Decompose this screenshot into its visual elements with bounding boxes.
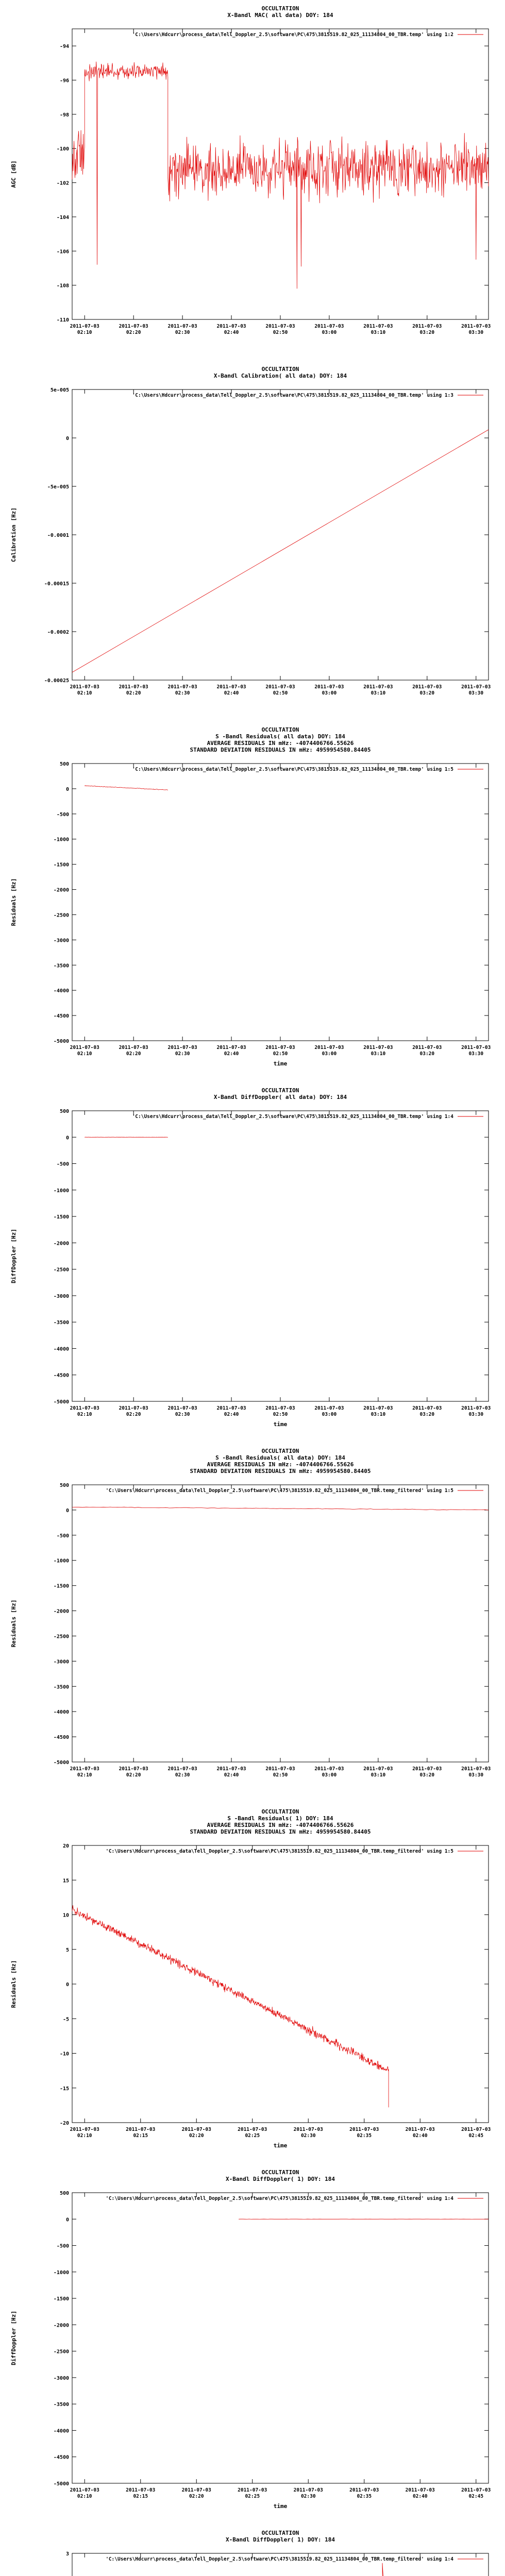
y-tick-label: -104 xyxy=(56,214,69,221)
chart-title-line: X-Bandl DiffDoppler( all data) DOY: 184 xyxy=(213,1094,347,1100)
x-tick-label: 2011-07-03 xyxy=(119,1405,148,1411)
chart-title-line: STANDARD DEVIATION RESIDUALS IN mHz: 4959954580.84405 xyxy=(190,1828,371,1835)
y-tick-label: 0 xyxy=(65,1982,69,1988)
x-tick-label: 2011-07-03 xyxy=(461,324,491,329)
y-tick-label: -500 xyxy=(56,1533,69,1539)
x-tick-label: 03:30 xyxy=(468,330,484,335)
x-tick-label: 02:40 xyxy=(224,1412,239,1417)
x-tick-label: 2011-07-03 xyxy=(216,1405,246,1411)
series-line xyxy=(72,430,489,672)
chart-title-line: OCCULTATION xyxy=(261,5,299,12)
x-tick-label: 03:20 xyxy=(419,330,435,335)
x-tick-label: 2011-07-03 xyxy=(461,1405,491,1411)
chart-title-line: AVERAGE RESIDUALS IN mHz: -4074406766.55626 xyxy=(207,740,354,747)
x-tick-label: 2011-07-03 xyxy=(70,2127,99,2132)
x-tick-label: 2011-07-03 xyxy=(265,1045,295,1050)
plot-frame xyxy=(72,1111,489,1401)
x-tick-label: 02:25 xyxy=(245,2133,260,2139)
x-tick-label: 02:20 xyxy=(126,1412,141,1417)
x-tick-label: 2011-07-03 xyxy=(461,1045,491,1050)
x-tick-label: 2011-07-03 xyxy=(265,1405,295,1411)
y-tick-label: 0 xyxy=(65,436,69,442)
x-tick-label: 2011-07-03 xyxy=(126,2127,156,2132)
x-tick-label: 02:50 xyxy=(273,330,288,335)
chart-panel-2 xyxy=(0,361,505,721)
y-tick-label: -5000 xyxy=(53,1760,69,1766)
y-tick-label: -102 xyxy=(56,180,69,187)
y-tick-label: -0.0002 xyxy=(47,630,69,635)
y-tick-label: -4500 xyxy=(53,1372,69,1379)
y-tick-label: -4500 xyxy=(53,1013,69,1020)
x-tick-label: 2011-07-03 xyxy=(349,2487,379,2493)
plot-frame xyxy=(72,2193,489,2483)
y-tick-label: -4000 xyxy=(53,1709,69,1716)
x-tick-label: 2011-07-03 xyxy=(119,1045,148,1050)
y-tick-label: 500 xyxy=(59,2191,69,2196)
y-tick-label: 0 xyxy=(65,2217,69,2223)
x-tick-label: 2011-07-03 xyxy=(238,2487,267,2493)
chart-title-line: X-Bandl DiffDoppler( 1) DOY: 184 xyxy=(226,2536,335,2543)
x-tick-label: 2011-07-03 xyxy=(293,2487,323,2493)
x-tick-label: 2011-07-03 xyxy=(181,2487,211,2493)
x-tick-label: 02:35 xyxy=(357,2494,372,2499)
x-tick-label: 2011-07-03 xyxy=(293,2127,323,2132)
x-tick-label: 03:10 xyxy=(371,690,386,696)
y-tick-label: -3500 xyxy=(53,1320,69,1326)
x-axis-label: time xyxy=(273,1421,288,1428)
y-tick-label: -2000 xyxy=(53,887,69,893)
series-line xyxy=(72,62,489,289)
y-tick-label: -0.00025 xyxy=(44,678,69,684)
y-tick-label: -0.0001 xyxy=(47,533,69,538)
x-tick-label: 2011-07-03 xyxy=(70,324,99,329)
chart-title-line: X-Bandl Calibration( all data) DOY: 184 xyxy=(213,372,347,379)
y-tick-label: -20 xyxy=(59,2121,69,2126)
chart-title-line: S -Bandl Residuals( all data) DOY: 184 xyxy=(215,733,345,740)
x-tick-label: 2011-07-03 xyxy=(167,684,197,690)
x-tick-label: 02:10 xyxy=(77,2133,92,2139)
chart-title-line: AVERAGE RESIDUALS IN mHz: -4074406766.55626 xyxy=(207,1461,354,1468)
x-tick-label: 2011-07-03 xyxy=(265,1766,295,1772)
y-tick-label: -2500 xyxy=(53,912,69,919)
y-tick-label: -3000 xyxy=(53,938,69,944)
x-tick-label: 03:00 xyxy=(322,690,337,696)
x-tick-label: 2011-07-03 xyxy=(216,684,246,690)
x-tick-label: 02:10 xyxy=(77,330,92,335)
x-tick-label: 02:15 xyxy=(133,2133,148,2139)
series-line xyxy=(72,1905,389,2107)
y-tick-label: -3000 xyxy=(53,1293,69,1299)
x-tick-label: 2011-07-03 xyxy=(412,1405,442,1411)
x-tick-label: 03:10 xyxy=(371,1772,386,1778)
chart-panel-6 xyxy=(0,1803,505,2164)
x-tick-label: 02:40 xyxy=(224,1772,239,1778)
x-tick-label: 2011-07-03 xyxy=(70,684,99,690)
x-tick-label: 02:30 xyxy=(175,1772,190,1778)
chart-title-line: OCCULTATION xyxy=(261,1087,299,1094)
x-tick-label: 2011-07-03 xyxy=(70,1405,99,1411)
x-tick-label: 2011-07-03 xyxy=(126,2487,156,2493)
x-tick-label: 02:20 xyxy=(189,2494,204,2499)
y-tick-label: 0 xyxy=(65,1135,69,1141)
x-tick-label: 2011-07-03 xyxy=(412,1045,442,1050)
chart-title-line: OCCULTATION xyxy=(261,2530,299,2536)
legend-entry: 'C:\Users\Hdcurr\process_data\Tell_Doppler_2.5\software\PC\475\3815519.82_025_11134804_00_TBR.temp_filtered' using 1:5 xyxy=(106,1849,453,1854)
x-tick-label: 02:40 xyxy=(224,1051,239,1057)
legend-entry: 'C:\Users\Hdcurr\process_data\Tell_Doppler_2.5\software\PC\475\3815519.82_025_11134804_00_TBR.temp_filtered' using 1:5 xyxy=(106,1488,453,1494)
legend-entry: 'C:\Users\Hdcurr\process_data\Tell_Doppler_2.5\software\PC\475\3815519.82_025_11134804_00_TBR.temp' using 1:5 xyxy=(132,767,453,772)
y-tick-label: -2000 xyxy=(53,2323,69,2329)
x-tick-label: 03:00 xyxy=(322,330,337,335)
plot-frame xyxy=(72,389,489,680)
y-tick-label: -1000 xyxy=(53,1558,69,1564)
x-tick-label: 2011-07-03 xyxy=(314,1405,344,1411)
x-tick-label: 03:30 xyxy=(468,690,484,696)
y-tick-label: 5e-005 xyxy=(50,387,69,393)
y-tick-label: -15 xyxy=(59,2086,69,2092)
plot-frame xyxy=(72,764,489,1041)
y-tick-label: -1000 xyxy=(53,1188,69,1194)
x-tick-label: 03:20 xyxy=(419,1412,435,1417)
y-tick-label: -106 xyxy=(56,249,69,255)
x-tick-label: 03:30 xyxy=(468,1772,484,1778)
y-tick-label: -5 xyxy=(62,2016,69,2023)
y-tick-label: -108 xyxy=(56,283,69,289)
y-tick-label: -1500 xyxy=(53,1583,69,1589)
x-tick-label: 03:30 xyxy=(468,1051,484,1057)
x-tick-label: 2011-07-03 xyxy=(461,2127,491,2132)
x-tick-label: 02:10 xyxy=(77,690,92,696)
x-axis-label: time xyxy=(273,1060,288,1067)
x-tick-label: 2011-07-03 xyxy=(363,1045,393,1050)
x-tick-label: 2011-07-03 xyxy=(70,1045,99,1050)
chart-panel-8 xyxy=(0,2524,505,2576)
y-axis-label: Residuals [Hz] xyxy=(10,878,17,926)
x-tick-label: 02:50 xyxy=(273,1412,288,1417)
chart-panel-7 xyxy=(0,2164,505,2524)
y-tick-label: -2500 xyxy=(53,2349,69,2355)
x-tick-label: 03:20 xyxy=(419,690,435,696)
y-tick-label: -1500 xyxy=(53,862,69,868)
x-tick-label: 03:10 xyxy=(371,1051,386,1057)
y-tick-label: -3500 xyxy=(53,963,69,969)
x-tick-label: 02:30 xyxy=(175,1051,190,1057)
y-axis-label: Residuals [Hz] xyxy=(10,1960,17,2008)
x-tick-label: 02:20 xyxy=(189,2133,204,2139)
chart-panel-1 xyxy=(0,0,505,361)
x-tick-label: 02:40 xyxy=(412,2133,428,2139)
y-tick-label: 500 xyxy=(59,1109,69,1114)
x-tick-label: 03:10 xyxy=(371,1412,386,1417)
x-tick-label: 2011-07-03 xyxy=(461,2487,491,2493)
y-tick-label: -500 xyxy=(56,1161,69,1167)
legend-entry: 'C:\Users\Hdcurr\process_data\Tell_Doppler_2.5\software\PC\475\3815519.82_025_11134804_00_TBR.temp' using 1:2 xyxy=(132,32,453,38)
x-tick-label: 2011-07-03 xyxy=(363,1766,393,1772)
x-tick-label: 2011-07-03 xyxy=(314,684,344,690)
x-tick-label: 2011-07-03 xyxy=(216,1766,246,1772)
chart-title-line: X-Bandl DiffDoppler( 1) DOY: 184 xyxy=(226,2176,335,2182)
x-tick-label: 02:40 xyxy=(412,2494,428,2499)
x-tick-label: 2011-07-03 xyxy=(119,1766,148,1772)
y-tick-label: -4500 xyxy=(53,2454,69,2461)
x-tick-label: 2011-07-03 xyxy=(265,684,295,690)
y-tick-label: -1500 xyxy=(53,2296,69,2302)
y-tick-label: -1000 xyxy=(53,2269,69,2276)
y-tick-label: -500 xyxy=(56,811,69,818)
x-tick-label: 2011-07-03 xyxy=(265,324,295,329)
chart-panel-3 xyxy=(0,721,505,1082)
y-tick-label: -4500 xyxy=(53,1735,69,1741)
y-tick-label: -94 xyxy=(59,44,69,50)
x-tick-label: 02:10 xyxy=(77,2494,92,2499)
y-tick-label: -3500 xyxy=(53,2402,69,2408)
x-tick-label: 02:20 xyxy=(126,330,141,335)
x-tick-label: 2011-07-03 xyxy=(70,2487,99,2493)
x-axis-label: time xyxy=(273,2142,288,2149)
chart-title-line: X-Bandl MAC( all data) DOY: 184 xyxy=(227,12,333,19)
x-tick-label: 2011-07-03 xyxy=(314,1045,344,1050)
legend-entry: 'C:\Users\Hdcurr\process_data\Tell_Doppler_2.5\software\PC\475\3815519.82_025_11134804_00_TBR.temp_filtered' using 1:4 xyxy=(106,2556,453,2562)
x-tick-label: 02:45 xyxy=(468,2133,484,2139)
chart-title-line: AVERAGE RESIDUALS IN mHz: -4074406766.55626 xyxy=(207,1822,354,1828)
x-tick-label: 02:30 xyxy=(300,2494,316,2499)
x-tick-label: 2011-07-03 xyxy=(167,324,197,329)
chart-title-line: OCCULTATION xyxy=(261,2169,299,2176)
x-tick-label: 02:25 xyxy=(245,2494,260,2499)
x-axis-label: time xyxy=(273,2503,288,2510)
x-tick-label: 02:40 xyxy=(224,690,239,696)
y-axis-label: Residuals [Hz] xyxy=(10,1599,17,1648)
plot-frame xyxy=(72,1485,489,1762)
x-tick-label: 2011-07-03 xyxy=(70,1766,99,1772)
x-tick-label: 02:50 xyxy=(273,1051,288,1057)
x-tick-label: 02:30 xyxy=(175,690,190,696)
y-axis-label: DiffDoppler [Hz] xyxy=(10,2311,17,2365)
chart-title-line: S -Bandl Residuals( all data) DOY: 184 xyxy=(215,1454,345,1461)
x-tick-label: 02:20 xyxy=(126,1051,141,1057)
x-tick-label: 2011-07-03 xyxy=(216,324,246,329)
x-tick-label: 02:30 xyxy=(175,1412,190,1417)
x-tick-label: 2011-07-03 xyxy=(363,324,393,329)
y-tick-label: 500 xyxy=(59,1483,69,1488)
y-tick-label: -3000 xyxy=(53,1659,69,1665)
x-tick-label: 2011-07-03 xyxy=(181,2127,211,2132)
y-axis-label: DiffDoppler [Hz] xyxy=(10,1229,17,1283)
y-tick-label: 3 xyxy=(65,2551,69,2557)
x-tick-label: 2011-07-03 xyxy=(461,684,491,690)
y-tick-label: 15 xyxy=(62,1878,69,1884)
x-tick-label: 02:20 xyxy=(126,690,141,696)
y-tick-label: -2500 xyxy=(53,1267,69,1273)
x-tick-label: 2011-07-03 xyxy=(238,2127,267,2132)
y-tick-label: -5000 xyxy=(53,1399,69,1405)
x-tick-label: 2011-07-03 xyxy=(412,1766,442,1772)
x-tick-label: 2011-07-03 xyxy=(216,1045,246,1050)
y-tick-label: -98 xyxy=(59,112,69,118)
x-tick-label: 2011-07-03 xyxy=(119,684,148,690)
x-tick-label: 2011-07-03 xyxy=(412,684,442,690)
x-tick-label: 03:10 xyxy=(371,330,386,335)
x-tick-label: 2011-07-03 xyxy=(461,1766,491,1772)
y-tick-label: -4000 xyxy=(53,2428,69,2434)
x-tick-label: 02:15 xyxy=(133,2494,148,2499)
y-tick-label: -0.00015 xyxy=(44,581,69,587)
x-tick-label: 03:00 xyxy=(322,1772,337,1778)
y-tick-label: -1000 xyxy=(53,837,69,843)
y-tick-label: -1500 xyxy=(53,1214,69,1221)
x-tick-label: 03:00 xyxy=(322,1051,337,1057)
legend-entry: 'C:\Users\Hdcurr\process_data\Tell_Doppler_2.5\software\PC\475\3815519.82_025_11134804_00_TBR.temp' using 1:3 xyxy=(132,393,453,398)
y-axis-label: Calibration [Hz] xyxy=(10,507,17,562)
x-tick-label: 03:20 xyxy=(419,1772,435,1778)
x-tick-label: 02:20 xyxy=(126,1772,141,1778)
y-tick-label: -10 xyxy=(59,2051,69,2057)
x-tick-label: 2011-07-03 xyxy=(167,1766,197,1772)
x-tick-label: 2011-07-03 xyxy=(405,2487,435,2493)
x-tick-label: 02:35 xyxy=(357,2133,372,2139)
x-tick-label: 2011-07-03 xyxy=(349,2127,379,2132)
x-tick-label: 2011-07-03 xyxy=(405,2127,435,2132)
chart-title-line: STANDARD DEVIATION RESIDUALS IN mHz: 4959954580.84405 xyxy=(190,1468,371,1475)
y-tick-label: -96 xyxy=(59,78,69,84)
x-tick-label: 03:00 xyxy=(322,1412,337,1417)
series-line xyxy=(85,786,168,790)
y-tick-label: -3500 xyxy=(53,1684,69,1690)
chart-title-line: OCCULTATION xyxy=(261,366,299,372)
y-tick-label: -110 xyxy=(56,317,69,323)
x-tick-label: 02:40 xyxy=(224,330,239,335)
x-tick-label: 2011-07-03 xyxy=(314,1766,344,1772)
x-tick-label: 2011-07-03 xyxy=(167,1405,197,1411)
y-tick-label: -3000 xyxy=(53,2375,69,2381)
y-tick-label: -5e-005 xyxy=(47,484,69,490)
x-tick-label: 2011-07-03 xyxy=(363,1405,393,1411)
plot-frame xyxy=(72,1845,489,2123)
x-tick-label: 03:20 xyxy=(419,1051,435,1057)
y-tick-label: -2000 xyxy=(53,1608,69,1615)
x-tick-label: 2011-07-03 xyxy=(314,324,344,329)
y-tick-label: 20 xyxy=(62,1843,69,1849)
y-tick-label: 0 xyxy=(65,1507,69,1514)
x-tick-label: 2011-07-03 xyxy=(363,684,393,690)
y-tick-label: -2000 xyxy=(53,1241,69,1247)
chart-title-line: OCCULTATION xyxy=(261,726,299,733)
legend-entry: 'C:\Users\Hdcurr\process_data\Tell_Doppler_2.5\software\PC\475\3815519.82_025_11134804_00_TBR.temp_filtered' using 1:4 xyxy=(106,2196,453,2201)
chart-title-line: STANDARD DEVIATION RESIDUALS IN mHz: 4959954580.84405 xyxy=(190,747,371,753)
y-tick-label: -4000 xyxy=(53,988,69,994)
y-tick-label: 500 xyxy=(59,761,69,767)
y-tick-label: -4000 xyxy=(53,1346,69,1352)
y-tick-label: 10 xyxy=(62,1912,69,1919)
y-axis-label: AGC [dB] xyxy=(10,160,17,188)
x-tick-label: 02:30 xyxy=(175,330,190,335)
x-tick-label: 2011-07-03 xyxy=(119,324,148,329)
x-tick-label: 02:10 xyxy=(77,1051,92,1057)
y-tick-label: -5000 xyxy=(53,2481,69,2487)
x-tick-label: 02:45 xyxy=(468,2494,484,2499)
chart-title-line: OCCULTATION xyxy=(261,1808,299,1815)
x-tick-label: 02:50 xyxy=(273,690,288,696)
x-tick-label: 2011-07-03 xyxy=(412,324,442,329)
x-tick-label: 02:10 xyxy=(77,1412,92,1417)
chart-panel-4 xyxy=(0,1082,505,1443)
series-line xyxy=(72,2563,389,2576)
x-tick-label: 02:30 xyxy=(300,2133,316,2139)
y-tick-label: -5000 xyxy=(53,1039,69,1044)
chart-title-line: OCCULTATION xyxy=(261,1448,299,1454)
y-tick-label: 5 xyxy=(65,1947,69,1953)
x-tick-label: 02:50 xyxy=(273,1772,288,1778)
y-tick-label: 0 xyxy=(65,786,69,792)
x-tick-label: 02:10 xyxy=(77,1772,92,1778)
series-line xyxy=(72,1507,489,1510)
y-tick-label: -100 xyxy=(56,146,69,152)
y-tick-label: -500 xyxy=(56,2243,69,2249)
x-tick-label: 2011-07-03 xyxy=(167,1045,197,1050)
chart-title-line: S -Bandl Residuals( 1) DOY: 184 xyxy=(227,1815,333,1822)
x-tick-label: 03:30 xyxy=(468,1412,484,1417)
chart-panel-5 xyxy=(0,1443,505,1803)
legend-entry: 'C:\Users\Hdcurr\process_data\Tell_Doppler_2.5\software\PC\475\3815519.82_025_11134804_00_TBR.temp' using 1:4 xyxy=(132,1114,453,1120)
y-tick-label: -2500 xyxy=(53,1634,69,1640)
